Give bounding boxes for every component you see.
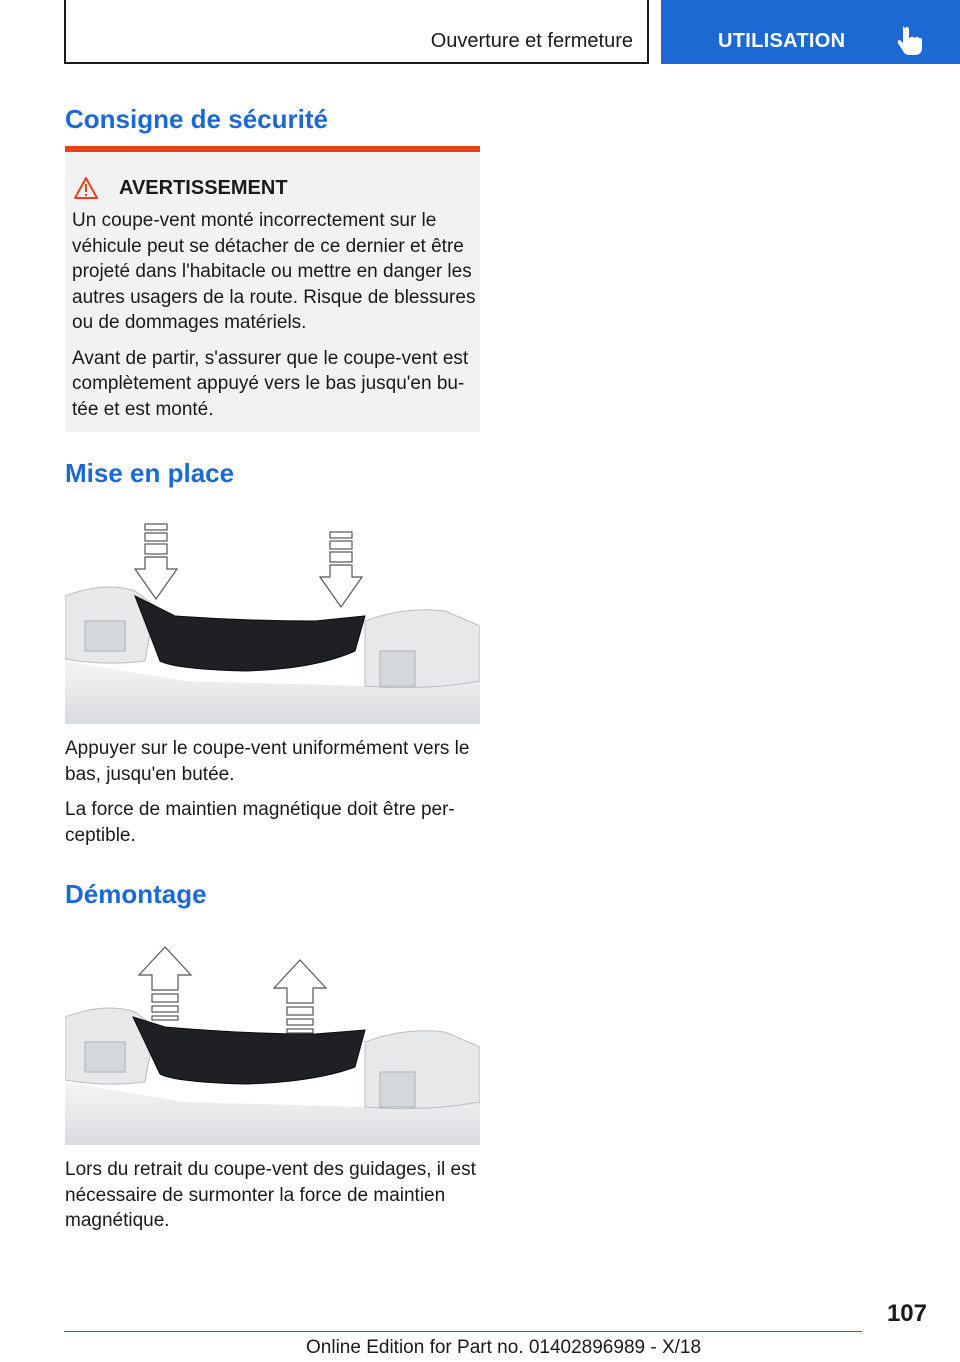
chapter-title: UTILISATION [718, 30, 846, 52]
remove-text [65, 1157, 480, 1244]
install-illustration [65, 521, 480, 724]
body-paragraph: Lors du retrait du coupe-vent des guidages, il est nécessaire de surmonter la force de maintien magnétique. [65, 1159, 476, 1231]
warning-triangle-icon [73, 176, 99, 200]
hand-pointer-icon [895, 26, 923, 56]
section-title: Ouverture et fermeture [430, 30, 633, 52]
warning-header [73, 176, 288, 200]
warning-box [65, 146, 480, 432]
body-paragraph: La force de maintien magnétique doit être per-ceptible. [65, 799, 455, 846]
header-section-box [64, 0, 649, 64]
install-text [65, 736, 480, 858]
footer-edition: Online Edition for Part no. 01402896989 - X/18 [306, 1337, 702, 1358]
page-number: 107 [886, 1300, 927, 1327]
header-chapter-box [661, 0, 960, 64]
warning-label: AVERTISSEMENT [119, 176, 288, 199]
warning-paragraph: Un coupe-vent monté incorrectement sur le véhicule peut se détacher de ce dernier et être projeté dans l'habitacle ou mettre en danger les autres usagers de la route. Risque de blessures ou de dommages matériels. [72, 210, 476, 333]
body-paragraph: Appuyer sur le coupe-vent uniformément vers le bas, jusqu'en butée. [65, 738, 470, 785]
section-heading-safety: Consigne de sécurité [65, 104, 328, 134]
section-heading-install: Mise en place [65, 458, 235, 488]
warning-body [72, 208, 477, 432]
section-heading-remove: Démontage [65, 879, 207, 909]
warning-paragraph: Avant de partir, s'assurer que le coupe-vent est complètement appuyé vers le bas jusqu'en bu-tée et est monté. [72, 347, 469, 420]
footer-divider [64, 1331, 862, 1332]
removal-illustration [65, 942, 480, 1145]
